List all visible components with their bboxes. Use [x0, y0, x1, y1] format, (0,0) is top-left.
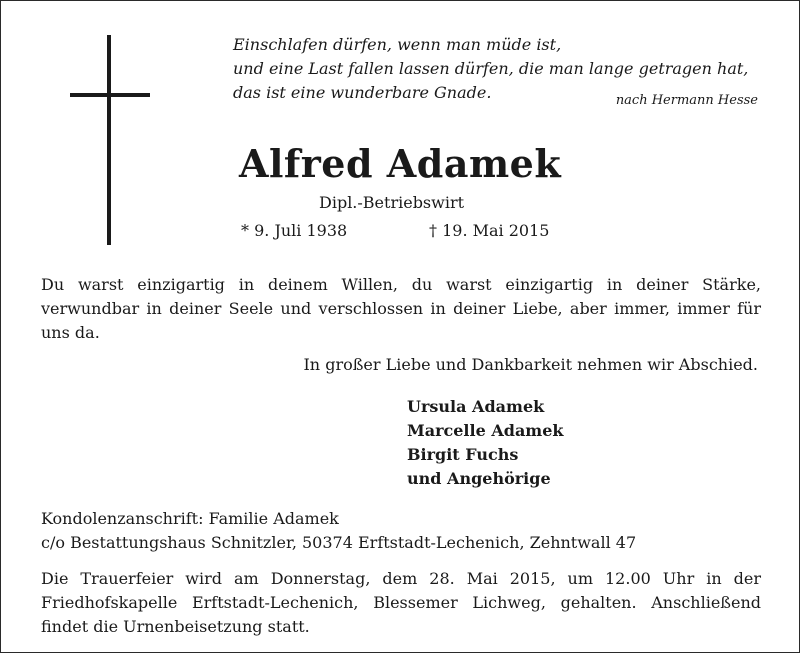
- funeral-notice: Die Trauerfeier wird am Donnerstag, dem 28. Mai 2015, um 12.00 Uhr in der Friedhofskapelle Erftstadt-Lechenich, Blessemer Lichweg, gehalten. Anschließend findet die Urnenbeisetzung statt.: [41, 569, 761, 636]
- signer-name: Birgit Fuchs: [407, 445, 519, 464]
- signer-name: Marcelle Adamek: [407, 421, 564, 440]
- cross-horizontal-bar: [70, 93, 150, 97]
- poem-line: und eine Last fallen lassen dürfen, die man lange getragen hat,: [233, 59, 749, 78]
- deceased-name: Alfred Adamek: [239, 141, 562, 186]
- signer-name: Ursula Adamek: [407, 397, 545, 416]
- cross-vertical-bar: [107, 35, 111, 245]
- poem-attribution: nach Hermann Hesse: [615, 93, 758, 108]
- deceased-title: Dipl.-Betriebswirt: [319, 193, 465, 212]
- death-date: † 19. Mai 2015: [429, 221, 550, 240]
- poem-line: Einschlafen dürfen, wenn man müde ist,: [233, 35, 562, 54]
- condolence-address-label: Kondolenzanschrift: Familie Adamek: [41, 509, 339, 528]
- signer-name: und Angehörige: [407, 469, 551, 488]
- tribute-text: Du warst einzigartig in deinem Willen, du warst einzigartig in deiner Stärke, verwundbar in deiner Seele und verschlossen in deiner Liebe, aber immer, immer für uns da.: [41, 275, 761, 342]
- farewell-text: In großer Liebe und Dankbarkeit nehmen wir Abschied.: [303, 355, 758, 374]
- birth-date: * 9. Juli 1938: [241, 221, 348, 240]
- poem-line: das ist eine wunderbare Gnade.: [233, 83, 492, 102]
- signers-list: [407, 395, 564, 491]
- condolence-address: c/o Bestattungshaus Schnitzler, 50374 Erftstadt-Lechenich, Zehntwall 47: [41, 533, 637, 552]
